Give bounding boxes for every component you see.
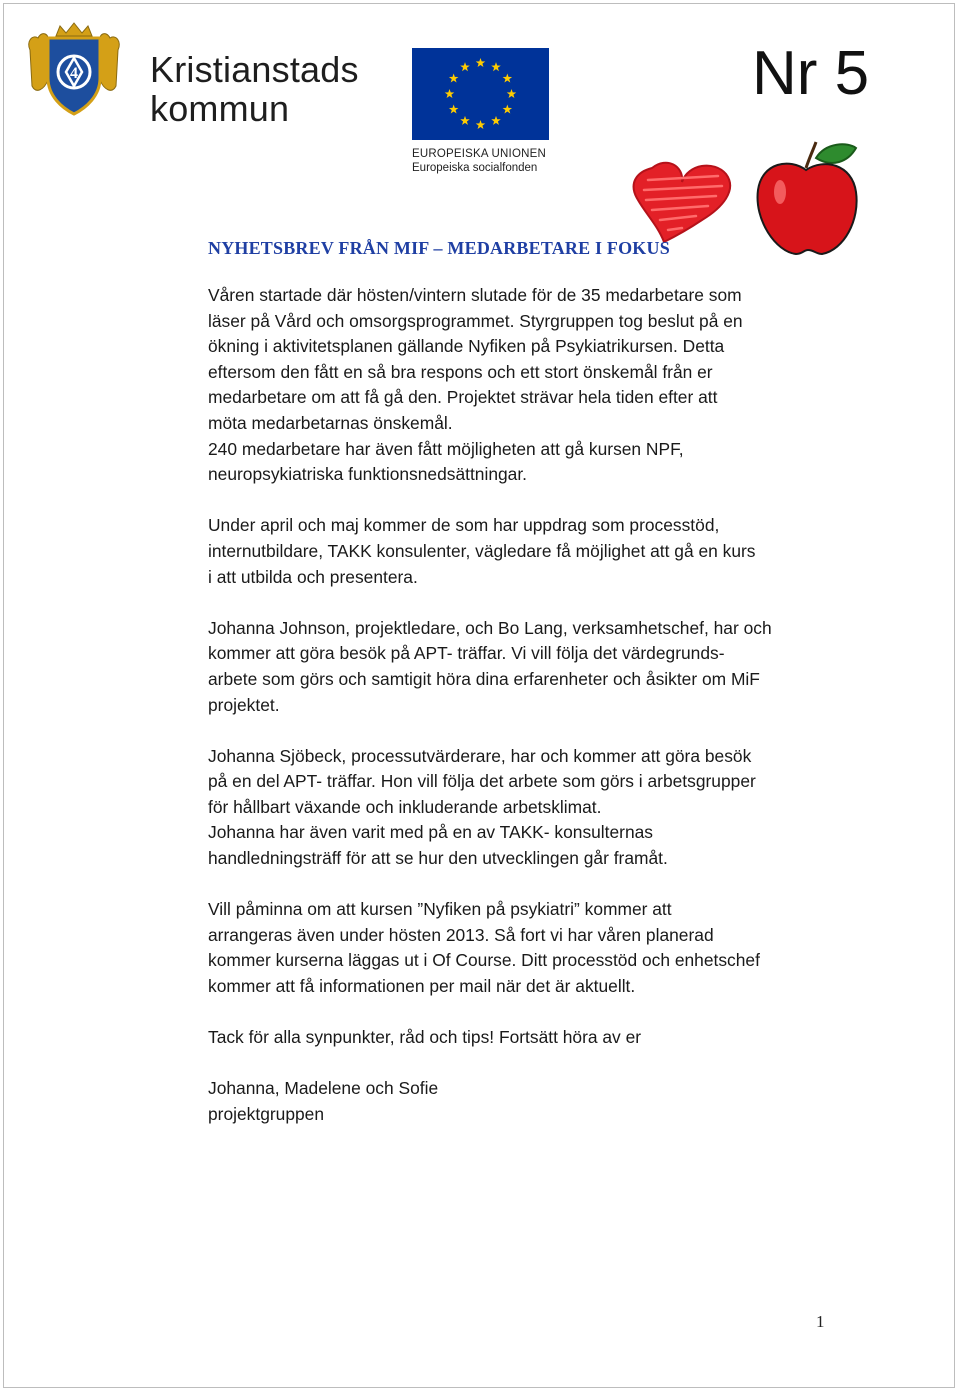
- paragraph-thanks: Tack för alla synpunkter, råd och tips! Fortsätt höra av er: [208, 1027, 642, 1048]
- eu-name: EUROPEISKA UNIONEN: [412, 148, 546, 160]
- heart-icon: [622, 156, 742, 246]
- paragraph-courses: Under april och maj kommer de som har uppdrag som processtöd, internutbildare, TAKK konsulenter, vägledare få möjlighet att gå en kurs i att utbilda och presentera.: [208, 515, 756, 587]
- eu-flag-icon: [412, 48, 549, 140]
- paragraph-reminder: Vill påminna om att kursen ”Nyfiken på psykiatri” kommer att arrangeras även under hösten 2013. Så fort vi har våren planerad kommer kurserna läggas ut i Of Course. Ditt processtöd och enhetschef kommer att få informationen per mail när det är aktuellt.: [208, 899, 760, 997]
- kommun-name-line1: Kristianstads: [150, 49, 359, 90]
- paragraph-intro: Våren startade där hösten/vintern slutade för de 35 medarbetare som läser på Vård och omsorgsprogrammet. Styrgruppen tog beslut på en ökning i aktivitetsplanen gällande Nyfiken på Psykiatrikursen. Detta eftersom den fått en så bra respons och ett stort önskemål från er medarbetare om att få gå den. Projektet strävar hela tiden efter att möta medarbetarnas önskemål. 240 medarbetare har även fått möjligheten att gå kursen NPF, neuropsykiatriska funktionsnedsättningar.: [208, 285, 743, 485]
- newsletter-headline: NYHETSBREV FRÅN MIF – MEDARBETARE I FOKUS: [208, 238, 670, 258]
- page-number: 1: [816, 1312, 825, 1331]
- kommun-name-line2: kommun: [150, 88, 290, 129]
- kommun-name: [150, 50, 359, 128]
- kommun-logo: [24, 18, 359, 129]
- paragraph-evaluation: Johanna Sjöbeck, processutvärderare, har och kommer att göra besök på en del APT- träffar. Hon vill följa det arbete som görs i arbetsgrupper för hållbart växande och inkluderande arbetsklimat. Johanna har även varit med på en av TAKK- konsulternas handledningsträff för att se hur den utvecklingen går framåt.: [208, 745, 756, 869]
- eu-logo: [412, 48, 552, 178]
- signature: Johanna, Madelene och Sofie projektgruppen: [208, 1078, 439, 1124]
- newsletter-body: [208, 283, 848, 1128]
- paragraph-visits: Johanna Johnson, projektledare, och Bo Lang, verksamhetschef, har och kommer att göra besök på APT- träffar. Vi vill följa det värdegrunds- arbete som görs och samtigit höra dina erfarenheter och åsikter om MiF projektet.: [208, 617, 772, 715]
- eu-fund-name: Europeiska socialfonden: [412, 162, 538, 174]
- coat-of-arms-icon: [24, 20, 124, 120]
- svg-text:4: 4: [70, 65, 78, 82]
- issue-number: Nr 5: [752, 39, 870, 108]
- apple-icon: [752, 140, 862, 258]
